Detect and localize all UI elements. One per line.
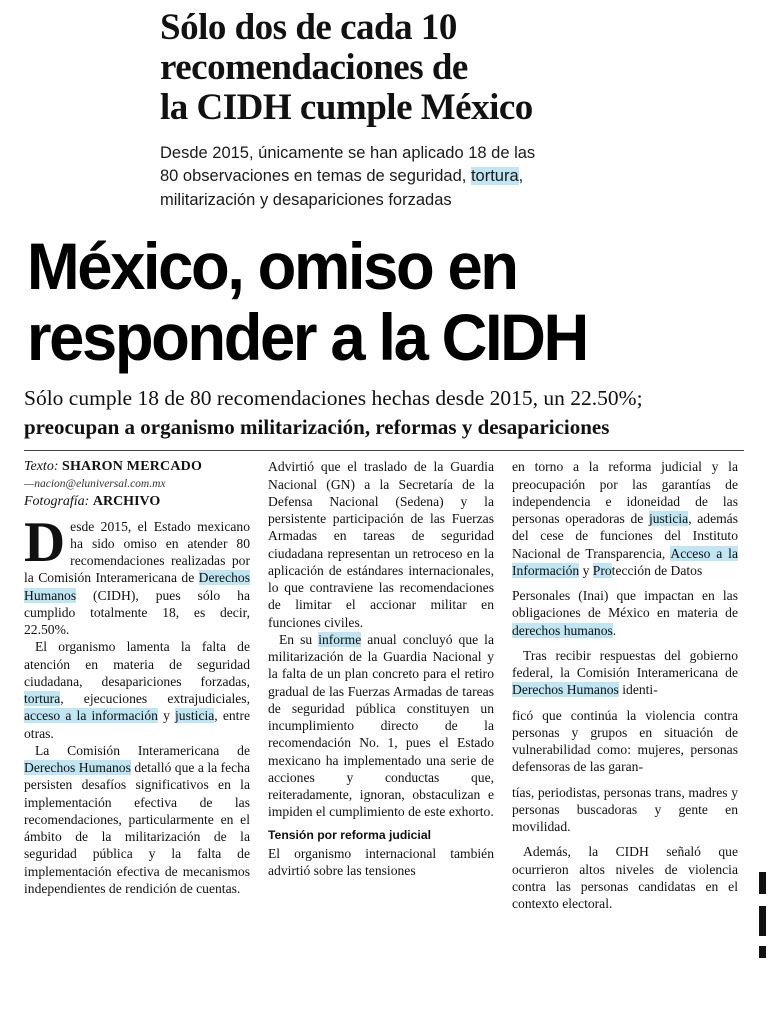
col2-highlight-informe: informe <box>318 631 362 647</box>
col3-spacer-3 <box>512 699 738 707</box>
kicker-headline <box>0 0 768 128</box>
kicker-line-1: Sólo dos de cada 10 <box>160 7 457 48</box>
col3-p3-text-b: identi- <box>618 682 658 698</box>
col2-p2-text-b: anual concluyó que la militarización de la Guardia Nacional y la falta de un plan concreto para el retiro gradual de las Fuerzas Armadas de tareas de seguridad pública constituyen un incumplimiento directo de la recomendación No. 1, pues el Estado mexicano ha implementado una serie de acciones y conductas que, reiteradamente, ignoran, obstaculizan e impiden el cumplimiento de este exhorto. <box>268 631 494 820</box>
col1-p2-text-a: El organismo lamenta la falta de atención en materia de seguridad ciudadana, desapariciones forzadas, <box>24 639 250 689</box>
col1-p1-text-a: esde 2015, el Estado mexicano ha sido omiso en atender 80 recomendaciones realizadas por la Comisión Interamericana de <box>24 518 250 586</box>
article-columns <box>0 451 768 912</box>
col3-paragraph-5: tías, periodistas, personas trans, madres y personas buscadoras y gente en movilidad. <box>512 784 738 835</box>
byline-photo-credit <box>24 493 250 512</box>
col3-highlight-acceso-informacion: Acceso a la Información <box>512 545 738 578</box>
col2-paragraph-1: Advirtió que el traslado de la Guardia Nacional (GN) a la Secretaría de la Defensa Nacional (Sedena) y la persistente participación de las Fuerzas Armadas en tareas de seguridad ciudadana representan un retroceso en la aplicación de estándares internacionales, lo que contraviene las recomendaciones de limitar el accionar militar en funciones civiles. <box>268 459 494 630</box>
col3-p1-text-d: tección de Datos <box>611 562 703 578</box>
col3-p2-text-b: . <box>612 622 617 638</box>
col3-p2-text-a: Personales (Inai) que impactan en las obligaciones de México en materia de <box>512 588 738 621</box>
col1-p3-text-a: La Comisión Interamericana de <box>35 742 250 758</box>
col3-highlight-pro: Pro <box>592 562 612 578</box>
main-headline <box>0 212 737 374</box>
deck-line-2: preocupan a organismo militarización, reformas y desapariciones <box>24 414 610 439</box>
byline <box>24 458 250 511</box>
col3-p1-text-c: y <box>579 562 593 578</box>
col1-p3-text-b: detalló que a la fecha persisten desafíos significativos en la implementación efectiva de las recomendaciones, particularmente en el ámbito de la militarización de la seguridad pública y la falta de implementación efectiva de mecanismos independientes de rendición de cuentas. <box>24 760 250 896</box>
col1-p2-text-c: y <box>157 708 176 724</box>
kicker-summary-part-2: 80 observaciones en temas de seguridad, <box>160 167 471 186</box>
col1-p1-text-b: (CIDH), pues sólo ha cumplido totalmente 18, es decir, 22.50%. <box>24 587 250 638</box>
col1-paragraph-2 <box>24 638 250 742</box>
col1-highlight-derechos: Derechos <box>198 570 250 586</box>
col3-p1-text-b: , además del cese de funciones del Instituto Nacional de Transparencia, <box>512 511 738 561</box>
col2-p2-text-a: En su <box>279 631 319 647</box>
main-headline-line-2: responder a la CIDH <box>26 299 587 374</box>
col1-p2-text-d: , entre otras. <box>24 708 251 741</box>
kicker-line-2: recomendaciones de <box>160 46 468 88</box>
col3-highlight-derechos-humanos: derechos humanos <box>512 622 613 638</box>
col3-highlight-derechos-humanos-2: Derechos Humanos <box>512 682 619 698</box>
rule-wrapper <box>0 440 768 451</box>
col2-subheading: Tensión por reforma judicial <box>268 827 431 842</box>
col2-paragraph-3: El organismo internacional también advirtió sobre las tensiones <box>268 846 494 879</box>
deck-line-1: Sólo cumple 18 de 80 recomendaciones hechas desde 2015, un 22.50%; <box>24 386 643 411</box>
col1-highlight-derechos-humanos: Derechos Humanos <box>24 760 131 776</box>
col3-highlight-justicia: justicia <box>648 511 689 527</box>
col3-paragraph-6: Además, la CIDH señaló que ocurrieron altos niveles de violencia contra las personas candidatas en el contexto electoral. <box>512 844 738 912</box>
col3-spacer-5 <box>512 835 738 843</box>
article-column-3 <box>512 458 738 912</box>
headline-deck <box>0 369 768 440</box>
col1-paragraph-1 <box>24 510 250 639</box>
byline-foto-label: Fotografía: <box>24 493 90 509</box>
col3-spacer-4 <box>512 776 738 784</box>
col3-paragraph-3 <box>512 647 738 699</box>
drop-cap: D <box>24 510 66 574</box>
kicker-summary-highlight-tortura: tortura <box>470 167 519 186</box>
kicker-summary <box>0 128 768 212</box>
col3-p1-text-a: en torno a la reforma judicial y la preocupación por las garantías de independencia e idoneidad de las personas operadoras de <box>512 459 738 527</box>
col1-highlight-justicia: justicia <box>175 708 215 724</box>
byline-foto-value: ARCHIVO <box>92 493 161 509</box>
byline-email: —nacion@eluniversal.com.mx <box>24 478 166 491</box>
col1-paragraph-3 <box>24 742 250 897</box>
kicker-summary-part-4: militarización y desapariciones forzadas <box>160 190 452 209</box>
col3-paragraph-1 <box>512 458 738 579</box>
col3-paragraph-2 <box>512 587 738 639</box>
page-edge-mark-3 <box>759 946 766 958</box>
col1-highlight-humanos: Humanos <box>24 587 77 603</box>
article-column-1 <box>24 458 250 912</box>
col3-p3-text-a: Tras recibir respuestas del gobierno federal, la Comisión Interamericana de <box>512 647 738 681</box>
col1-highlight-acceso-informacion: acceso a la información <box>24 708 158 724</box>
col3-spacer-2 <box>512 639 738 647</box>
byline-author: SHARON MERCADO <box>61 459 203 475</box>
col3-paragraph-4: ficó que continúa la violencia contra personas y grupos en situación de vulnerabilidad como: mujeres, personas defensoras de las garan- <box>512 707 738 775</box>
main-headline-line-1: México, omiso en <box>26 229 517 304</box>
article-column-2 <box>268 458 494 912</box>
kicker-line-3: la CIDH cumple México <box>160 86 533 128</box>
byline-texto-label: Texto: <box>24 459 59 475</box>
kicker-summary-part-3: , <box>518 167 524 186</box>
page-edge-mark-1 <box>759 872 766 894</box>
col3-spacer-1 <box>512 579 738 587</box>
kicker-summary-part-1: Desde 2015, únicamente se han aplicado 18 de las <box>160 143 536 162</box>
col1-p2-text-b: , ejecuciones extrajudiciales, <box>60 691 250 707</box>
col1-highlight-tortura: tortura <box>24 691 61 707</box>
col2-paragraph-2 <box>268 631 494 821</box>
page-edge-mark-2 <box>759 906 766 936</box>
